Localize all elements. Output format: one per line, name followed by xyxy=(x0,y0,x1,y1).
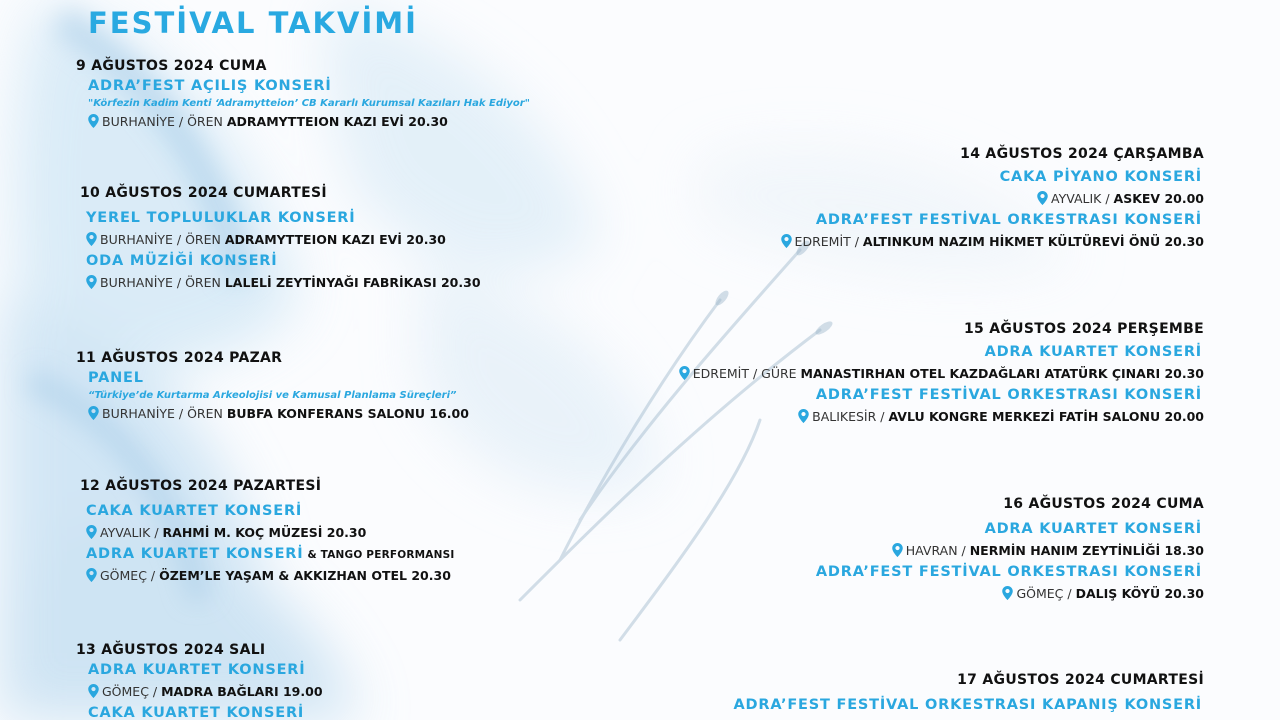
day-block xyxy=(604,670,1204,716)
event-place: BALIKESİR / xyxy=(812,409,889,424)
event-title: ADRA KUARTET KONSERİ xyxy=(984,344,1202,360)
event-title: ODA MÜZİĞİ KONSERİ xyxy=(86,253,278,269)
day-date: 17 AĞUSTOS 2024 CUMARTESİ xyxy=(957,672,1204,688)
event-venue: AVLU KONGRE MERKEZİ FATİH SALONU 20.00 xyxy=(888,409,1204,424)
event-title: ADRA’FEST FESTİVAL ORKESTRASI KONSERİ xyxy=(815,212,1202,228)
day-block xyxy=(80,476,680,587)
event-place: BURHANİYE / ÖREN xyxy=(102,114,227,129)
location-pin-icon xyxy=(86,275,97,289)
event-place: GÖMEÇ / xyxy=(1016,586,1076,601)
event-subtitle: “Türkiye’de Kurtarma Arkeolojisi ve Kamusal Planlama Süreçleri” xyxy=(88,390,457,401)
event-venue: NERMİN HANIM ZEYTİNLİĞİ 18.30 xyxy=(969,543,1204,558)
event-location xyxy=(604,231,1204,253)
event-subtitle: "Körfezin Kadim Kenti ‘Adramytteion’ CB Kararlı Kurumsal Kazıları Hak Ediyor" xyxy=(88,98,530,109)
event-venue: LALELİ ZEYTİNYAĞI FABRİKASI 20.30 xyxy=(224,275,481,290)
event-place: GÖMEÇ / xyxy=(102,684,162,699)
event-place: EDREMİT / GÜRE xyxy=(692,366,801,381)
event-title xyxy=(80,544,680,565)
location-pin-icon xyxy=(892,543,903,557)
location-pin-icon xyxy=(86,525,97,539)
event-title: ADRA KUARTET KONSERİ xyxy=(984,521,1202,537)
day-date: 9 AĞUSTOS 2024 CUMA xyxy=(76,58,267,74)
event-location xyxy=(76,403,676,425)
event-place: BURHANİYE / ÖREN xyxy=(102,406,227,421)
event-place: BURHANİYE / ÖREN xyxy=(100,232,225,247)
day-date: 16 AĞUSTOS 2024 CUMA xyxy=(1003,496,1204,512)
day-block xyxy=(76,348,676,425)
page-title: FESTİVAL TAKVİMİ xyxy=(88,6,418,40)
event-venue: ÖZEM’LE YAŞAM & AKKIZHAN OTEL 20.30 xyxy=(159,568,451,583)
event-venue: MADRA BAĞLARI 19.00 xyxy=(161,684,323,699)
event-venue: ALTINKUM NAZIM HİKMET KÜLTÜREVİ ÖNÜ 20.30 xyxy=(862,234,1204,249)
event-title: CAKA KUARTET KONSERİ xyxy=(86,503,303,519)
day-date: 11 AĞUSTOS 2024 PAZAR xyxy=(76,350,283,366)
location-pin-icon xyxy=(1037,191,1048,205)
event-location xyxy=(604,406,1204,428)
event-location xyxy=(80,565,680,587)
event-venue: ADRAMYTTEION KAZI EVİ 20.30 xyxy=(226,114,448,129)
event-location xyxy=(604,540,1204,562)
event-place: EDREMİT / xyxy=(794,234,863,249)
event-place: AYVALIK / xyxy=(100,525,163,540)
location-pin-icon xyxy=(88,406,99,420)
location-pin-icon xyxy=(88,684,99,698)
event-place: HAVRAN / xyxy=(905,543,970,558)
event-title: ADRA’FEST FESTİVAL ORKESTRASI KONSERİ xyxy=(815,387,1202,403)
event-location xyxy=(604,583,1204,605)
event-title: CAKA PİYANO KONSERİ xyxy=(999,169,1202,185)
event-location xyxy=(80,522,680,544)
location-pin-icon xyxy=(798,409,809,423)
event-venue: MANASTIRHAN OTEL KAZDAĞLARI ATATÜRK ÇINARI 20.30 xyxy=(800,366,1204,381)
day-block xyxy=(604,494,1204,605)
event-location xyxy=(80,272,680,294)
event-place: AYVALIK / xyxy=(1051,191,1114,206)
day-date: 14 AĞUSTOS 2024 ÇARŞAMBA xyxy=(960,146,1204,162)
day-block xyxy=(76,56,676,133)
day-date: 13 AĞUSTOS 2024 SALI xyxy=(76,642,266,658)
event-place: GÖMEÇ / xyxy=(100,568,160,583)
event-title: ADRA’FEST AÇILIŞ KONSERİ xyxy=(88,78,332,94)
day-date: 10 AĞUSTOS 2024 CUMARTESİ xyxy=(80,185,327,201)
location-pin-icon xyxy=(781,234,792,248)
location-pin-icon xyxy=(88,114,99,128)
event-venue: RAHMİ M. KOÇ MÜZESİ 20.30 xyxy=(162,525,367,540)
event-venue: BUBFA KONFERANS SALONU 16.00 xyxy=(226,406,469,421)
event-title: PANEL xyxy=(88,370,144,386)
event-location xyxy=(76,111,676,133)
location-pin-icon xyxy=(679,366,690,380)
event-title: ADRA’FEST FESTİVAL ORKESTRASI KONSERİ xyxy=(815,564,1202,580)
location-pin-icon xyxy=(1002,586,1013,600)
location-pin-icon xyxy=(86,568,97,582)
event-location xyxy=(76,681,676,703)
event-title: ADRA KUARTET KONSERİ xyxy=(88,662,306,678)
event-place: BURHANİYE / ÖREN xyxy=(100,275,225,290)
event-location xyxy=(604,188,1204,210)
event-venue: DALIŞ KÖYÜ 20.30 xyxy=(1075,586,1204,601)
event-venue: ASKEV 20.00 xyxy=(1113,191,1204,206)
event-title-text: ADRA KUARTET KONSERİ xyxy=(86,546,304,562)
location-pin-icon xyxy=(86,232,97,246)
day-block xyxy=(80,183,680,294)
day-date: 15 AĞUSTOS 2024 PERŞEMBE xyxy=(964,321,1204,337)
event-extra: & TANGO PERFORMANSI xyxy=(307,549,455,561)
day-block xyxy=(604,144,1204,253)
event-venue: ADRAMYTTEION KAZI EVİ 20.30 xyxy=(224,232,446,247)
event-location xyxy=(604,363,1204,385)
event-location xyxy=(80,229,680,251)
day-date: 12 AĞUSTOS 2024 PAZARTESİ xyxy=(80,478,322,494)
event-title: YEREL TOPLULUKLAR KONSERİ xyxy=(86,210,356,226)
day-block xyxy=(76,640,676,720)
event-title: CAKA KUARTET KONSERİ xyxy=(88,705,305,720)
day-block xyxy=(604,319,1204,428)
event-title: ADRA’FEST FESTİVAL ORKESTRASI KAPANIŞ KONSERİ xyxy=(733,697,1202,713)
